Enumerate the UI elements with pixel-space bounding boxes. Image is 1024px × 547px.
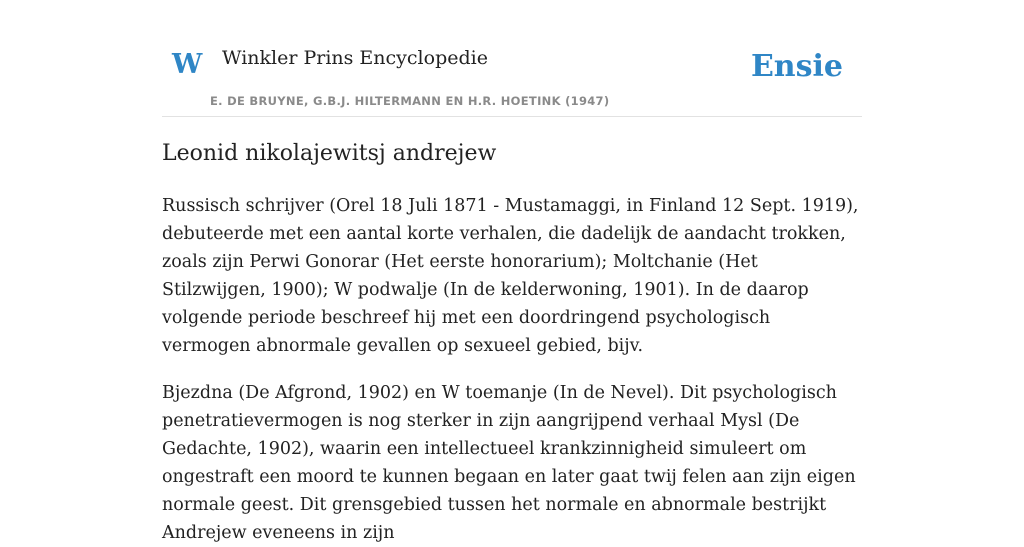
article (162, 138, 862, 547)
article-paragraph: Bjezdna (De Afgrond, 1902) en W toemanje (In de Nevel). Dit psychologisch penetratievermogen is nog sterker in zijn aangrijpend verhaal Mysl (De Gedachte, 1902), waarin een intellectueel krankzinnigheid simuleert om ongestraft een moord te kunnen begaan en later gaat twij felen aan zijn eigen normale geest. Dit grensgebied tussen het normale en abnormale bestrijkt Andrejew eveneens in zijn (162, 383, 856, 543)
article-title: Leonid nikolajewitsj andrejew (162, 141, 497, 166)
winkler-prins-logo[interactable]: W (172, 49, 203, 80)
article-paragraph: Russisch schrijver (Orel 18 Juli 1871 - Mustamaggi, in Finland 12 Sept. 1919), debuteerde met een aantal korte verhalen, die dadelijk de aandacht trokken, zoals zijn Perwi Gonorar (Het eerste honorarium); Moltchanie (Het Stilzwijgen, 1900); W podwalje (In de kelderwoning, 1901). In de daarop volgende periode beschreef hij met een doordringend psychologisch vermogen abnormale gevallen op sexueel gebied, bijv. (162, 196, 859, 356)
ensie-logo-link[interactable]: Ensie (750, 49, 843, 84)
site-title[interactable]: Winkler Prins Encyclopedie (222, 47, 488, 69)
site-subtitle: E. DE BRUYNE, G.B.J. HILTERMANN EN H.R. HOETINK (1947) (210, 94, 610, 108)
site-header (162, 0, 862, 117)
